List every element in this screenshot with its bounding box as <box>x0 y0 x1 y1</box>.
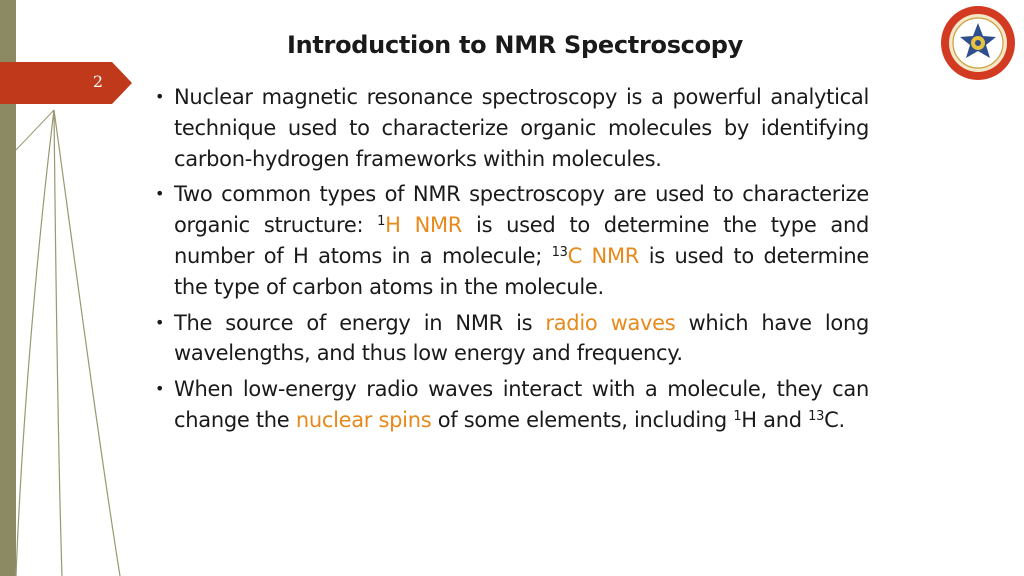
bullet-text: which have long wavelengths, and thus low energy and frequency. <box>174 310 869 366</box>
bullet-item <box>155 179 869 302</box>
bullet-text: is used to determine the type of carbon atoms in the molecule. <box>174 243 869 299</box>
highlight-c-nmr: C NMR <box>567 243 640 268</box>
bullet-text: Nuclear magnetic resonance spectroscopy is a powerful analytical technique used to characterize organic molecules by identifying carbon-hydrogen frameworks within molecules. <box>174 85 869 171</box>
bullet-item <box>155 374 869 436</box>
highlight-h-nmr: H NMR <box>385 213 463 238</box>
bullet-text: When low-energy radio waves interact with a molecule, they can change the <box>174 377 869 432</box>
bullet-text: is used to determine the type and number of H atoms in a molecule; <box>174 213 869 268</box>
slide-title: Introduction to NMR Spectroscopy <box>286 31 744 59</box>
superscript: 1 <box>733 408 742 424</box>
bullet-text: C. <box>824 407 845 432</box>
superscript: 13 <box>808 408 825 424</box>
bullet-item <box>155 308 869 370</box>
bullet-text: Two common types of NMR spectroscopy are used to characterize organic structure: <box>174 182 869 238</box>
bullet-text: H and <box>741 407 809 432</box>
bullet-list <box>155 82 869 441</box>
bullet-item <box>155 82 869 174</box>
slide-number: 2 <box>92 72 104 91</box>
bullet-text: The source of energy in NMR is <box>174 310 546 335</box>
superscript: 1 <box>377 214 386 230</box>
university-seal-icon <box>938 3 1018 83</box>
superscript: 13 <box>551 244 568 260</box>
highlight-nuclear-spins: nuclear spins <box>295 407 432 432</box>
highlight-radio-waves: radio waves <box>545 310 676 335</box>
slide-number-tab <box>0 62 132 104</box>
bullet-text: of some elements, including <box>431 407 734 432</box>
